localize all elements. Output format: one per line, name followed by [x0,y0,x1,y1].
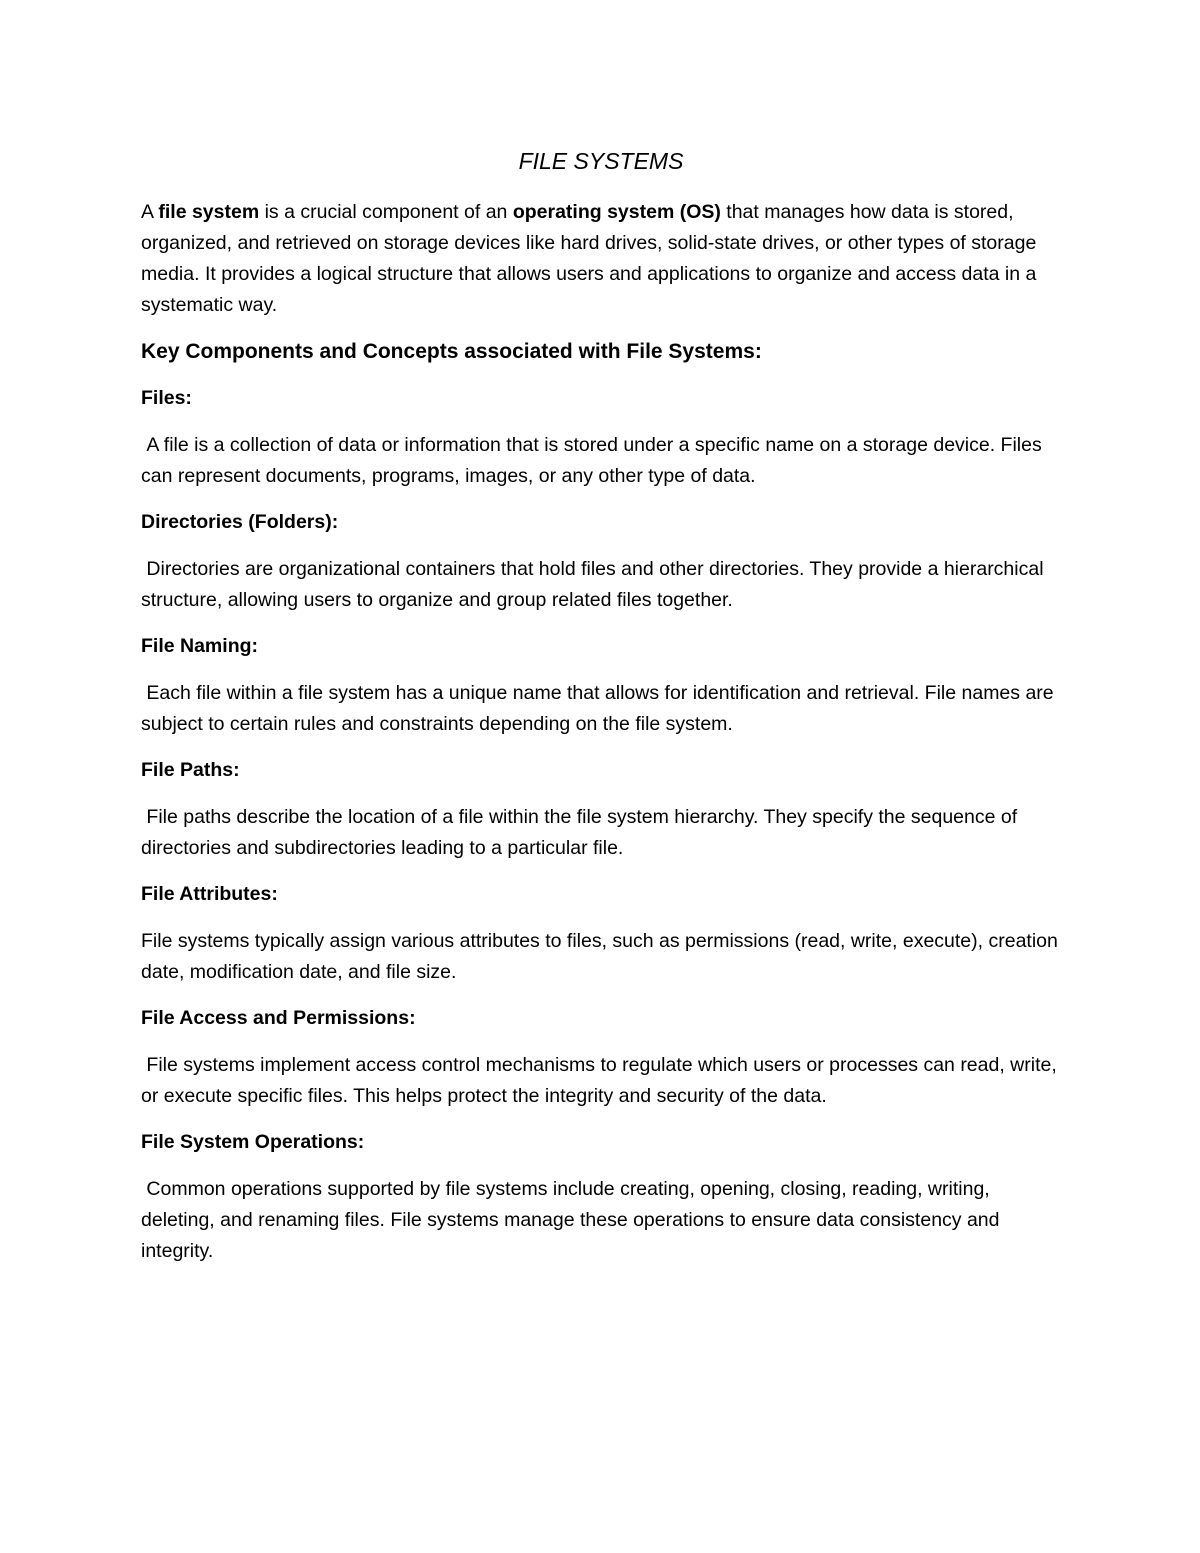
item-body-text: File systems typically assign various attributes to files, such as permissions (read, write, execute), creation date, modification date, and file size. [141,930,1058,983]
item-body [141,802,1061,864]
item-file-system-operations [141,1127,1061,1267]
document-title: FILE SYSTEMS [518,148,684,174]
item-file-access [141,1003,1061,1112]
item-body-text: A file is a collection of data or information that is stored under a specific name on a storage device. Files can represent documents, programs, images, or any other type of data. [141,434,1042,487]
intro-middle: is a crucial component of an [259,201,513,223]
item-heading: File Attributes: [141,883,278,905]
item-body [141,554,1061,616]
section-heading: Key Components and Concepts associated with File Systems: [141,340,762,363]
intro-suffix: that manages how data is stored, organized, and retrieved on storage devices like hard drives, solid-state drives, or other types of storage media. It provides a logical structure that allows users and applications to organize and access data in a systematic way. [141,201,1037,316]
intro-paragraph [141,197,1061,321]
item-heading: File Naming: [141,635,259,657]
item-directories [141,507,1061,616]
item-body-text: File systems implement access control mechanisms to regulate which users or processes can read, write, or execute specific files. This helps protect the integrity and security of the data. [141,1054,1057,1107]
intro-term-file-system: file system [158,201,260,223]
item-heading: Files: [141,387,192,409]
item-body-text: Common operations supported by file systems include creating, opening, closing, reading, writing, deleting, and renaming files. File systems manage these operations to ensure data consistency and integrity. [141,1178,1000,1262]
item-body-text: Each file within a file system has a unique name that allows for identification and retrieval. File names are subject to certain rules and constraints depending on the file system. [141,682,1054,735]
item-body [141,926,1061,988]
item-body [141,430,1061,492]
item-heading: File Access and Permissions: [141,1007,416,1029]
item-body-text: File paths describe the location of a file within the file system hierarchy. They specify the sequence of directories and subdirectories leading to a particular file. [141,806,1018,859]
document-content [141,140,1061,1267]
item-file-naming [141,631,1061,740]
intro-prefix: A [141,201,159,223]
item-body [141,678,1061,740]
item-files [141,383,1061,492]
item-heading: Directories (Folders): [141,511,339,533]
item-heading: File Paths: [141,759,240,781]
item-file-attributes [141,879,1061,988]
item-body [141,1174,1061,1267]
item-body-text: Directories are organizational containers that hold files and other directories. They provide a hierarchical structure, allowing users to organize and group related files together. [141,558,1044,611]
item-file-paths [141,755,1061,864]
item-body [141,1050,1061,1112]
intro-term-operating-system: operating system (OS) [512,201,721,223]
item-heading: File System Operations: [141,1131,365,1153]
